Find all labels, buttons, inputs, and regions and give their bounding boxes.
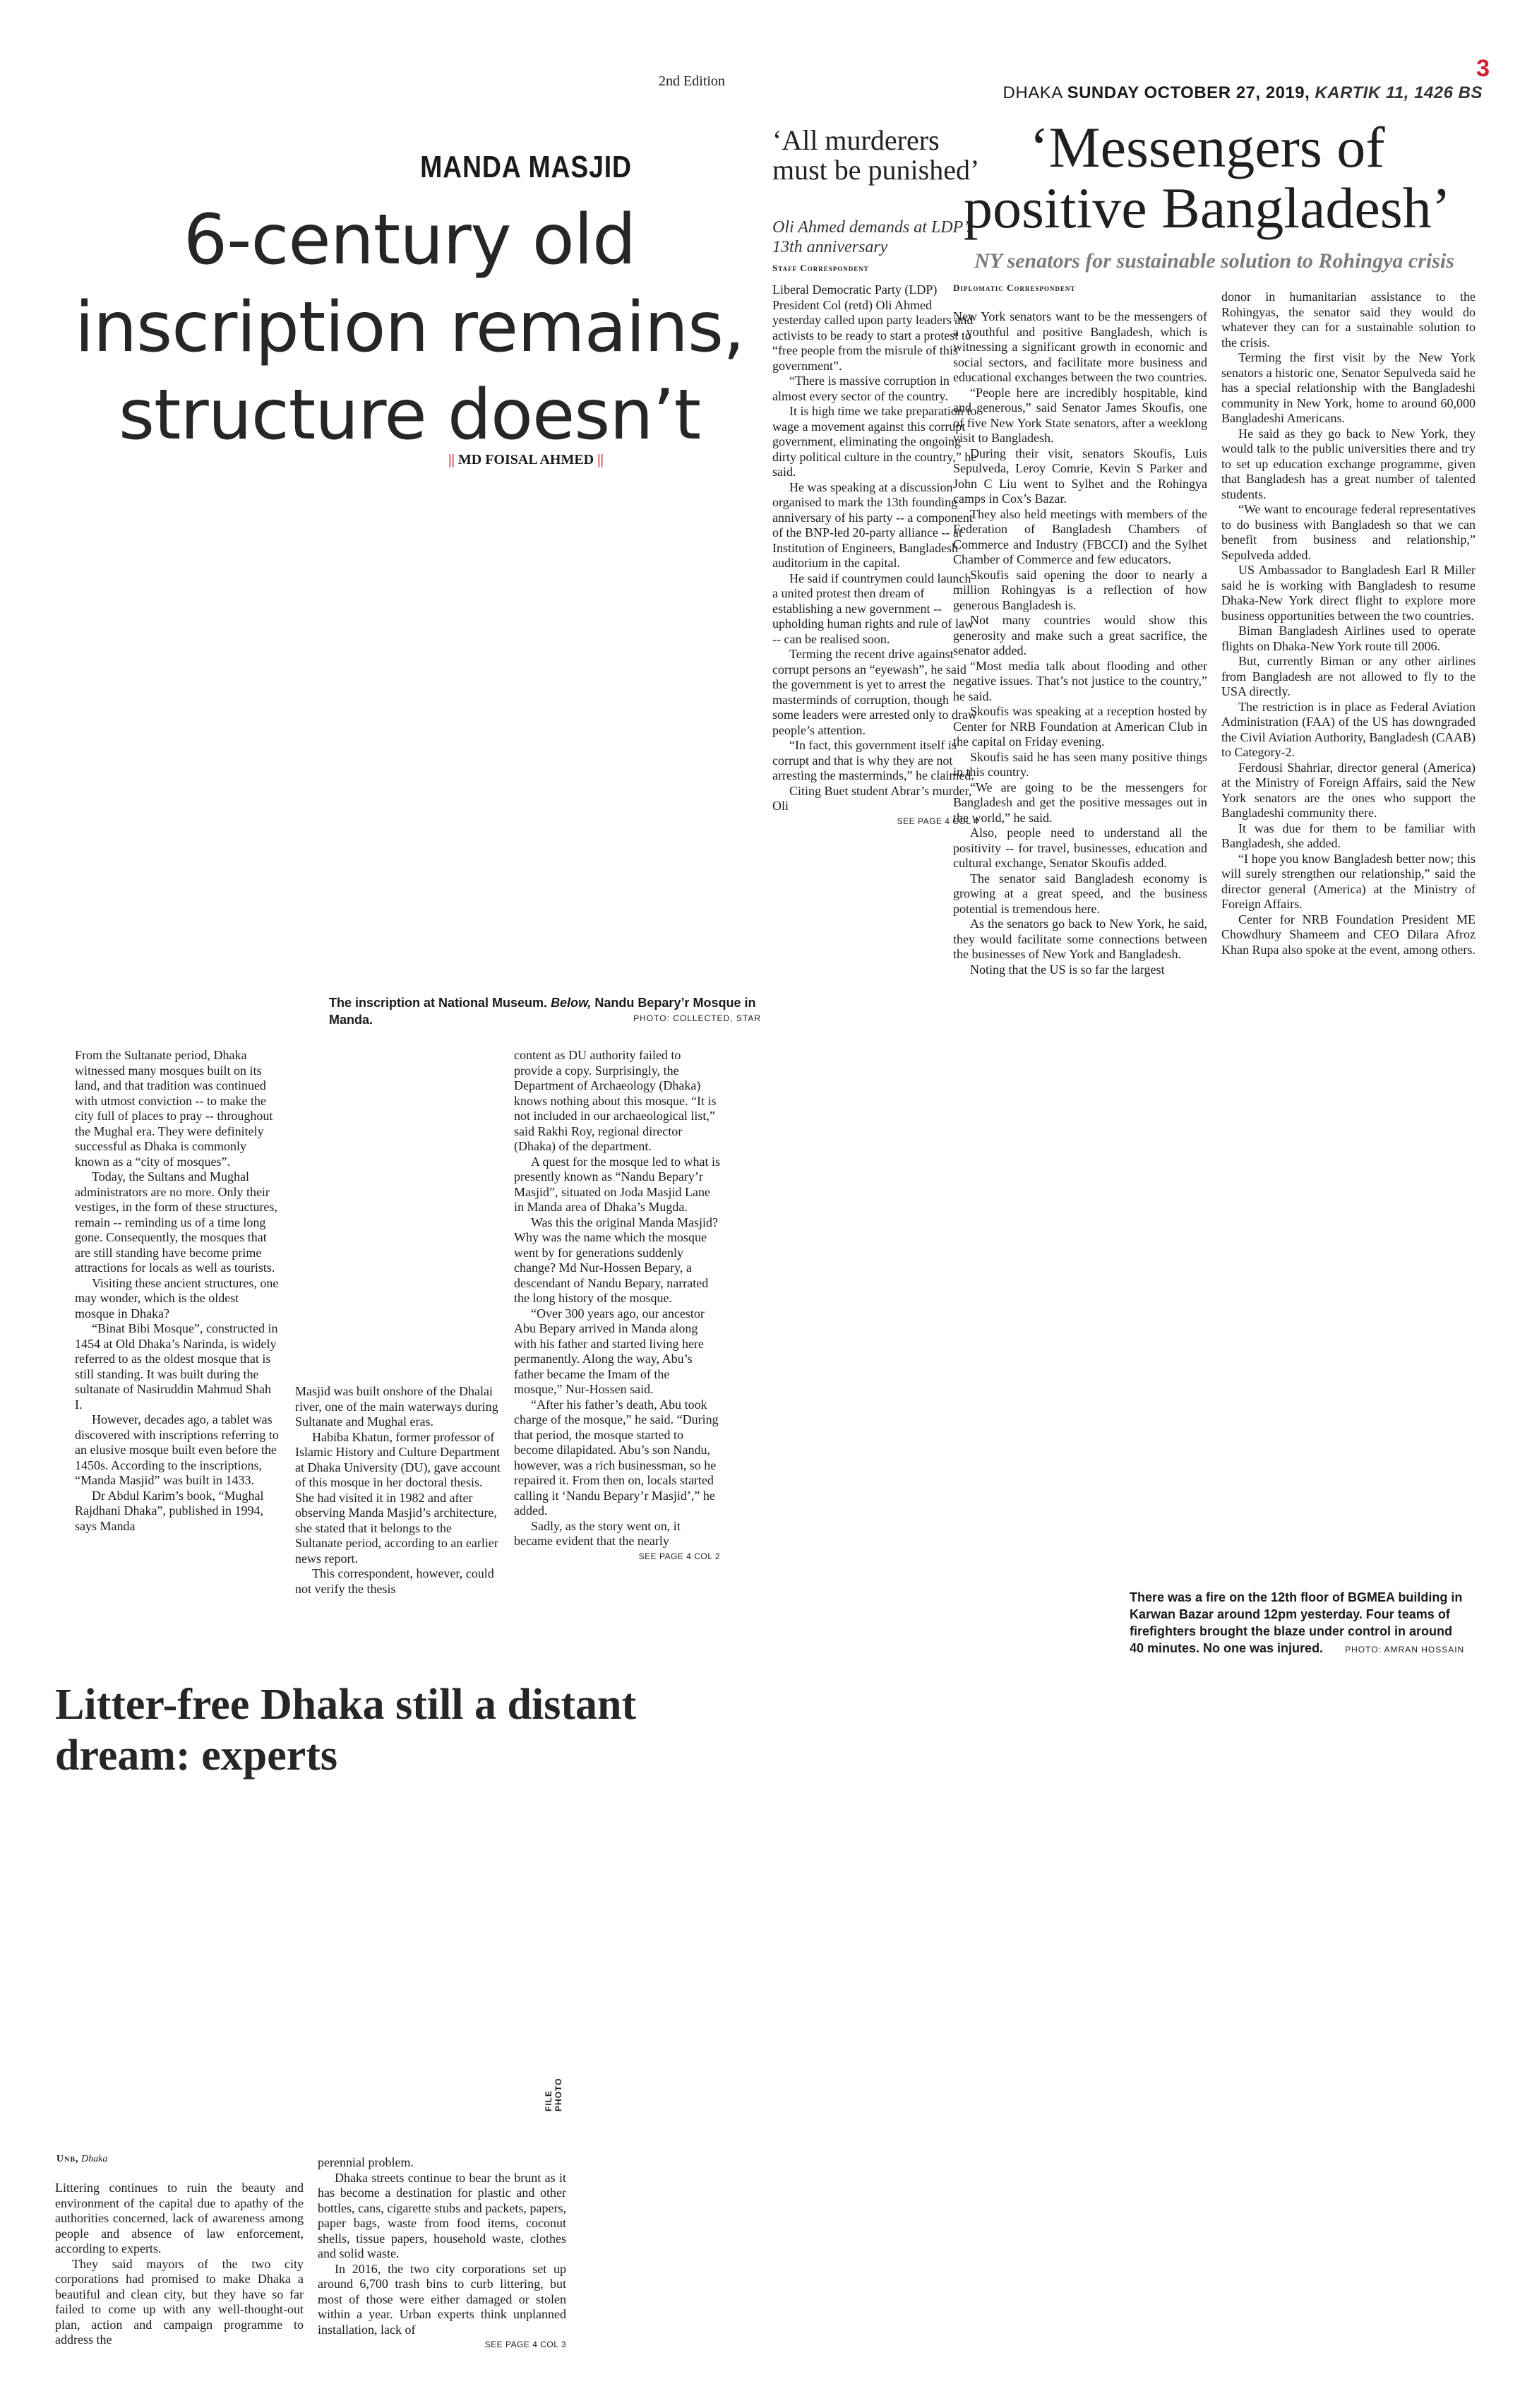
caption-rest: Nandu Bepary’r Mosque in Manda. bbox=[329, 996, 756, 1027]
story3-credit: Diplomatic Correspondent bbox=[953, 282, 1076, 293]
paragraph: perennial problem. bbox=[318, 2155, 414, 2169]
paragraph: Terming the first visit by the New York senators a historic one, Senator Sepulveda said he has a special relationship with the Bangladeshi community in New York, home to around 60,000 Bangladeshi Americans. bbox=[1221, 350, 1476, 425]
paragraph: A quest for the mosque led to what is presently known as “Nandu Bepary’r Masjid”, situated on Joda Masjid Lane in Manda area of Dhaka’s Mugda. bbox=[514, 1154, 720, 1214]
paragraph: “I hope you know Bangladesh better now; this will surely strengthen our relationship,” said the director general (America) at the Ministry of Foreign Affairs. bbox=[1221, 851, 1476, 911]
paragraph: “Over 300 years ago, our ancestor Abu Bepary arrived in Manda along with his father and started living here permanently. Along the way, Abu’s father became the Imam of the mosque,” Nur-Hossen said. bbox=[514, 1306, 705, 1396]
folio-bangla-date: KARTIK 11, 1426 BS bbox=[1315, 83, 1483, 102]
story1-jump-line: SEE PAGE 4 COL 2 bbox=[638, 1551, 720, 1561]
story1-column-2 bbox=[295, 1384, 501, 1597]
paragraph: It was due for them to be familiar with Bangladesh, she added. bbox=[1221, 821, 1476, 850]
paragraph: He said as they go back to New York, they would talk to the public universities there and try to set up education exchange programme, given that Bangladesh has a great number of talented students. bbox=[1221, 426, 1476, 501]
paragraph: Citing Buet student Abrar’s murder, Oli bbox=[772, 783, 972, 813]
paragraph: Noting that the US is so far the largest bbox=[970, 962, 1165, 977]
story2-deck: Oli Ahmed demands at LDP’s 13th anniversary bbox=[772, 218, 974, 256]
paragraph: He was speaking at a discussion organised to mark the 13th founding anniversary of his party -- a component of the BNP-led 20-party alliance -- at Institution of Engineers, Bangladesh auditorium in the capital. bbox=[772, 479, 973, 570]
paragraph: Skoufis was speaking at a reception hosted by Center for NRB Foundation at American Club in the capital on Friday evening. bbox=[953, 704, 1207, 749]
fire-caption-credit: PHOTO: AMRAN HOSSAIN bbox=[1345, 1645, 1465, 1655]
byline-bars-right: || bbox=[597, 452, 604, 467]
story3-deck: NY senators for sustainable solution to Rohingya crisis bbox=[974, 249, 1454, 273]
paragraph: “In fact, this government itself is corrupt and that is why they are not arresting the masterminds,” he claimed. bbox=[772, 738, 974, 782]
dateline-city: Dhaka bbox=[81, 2154, 108, 2164]
paragraph: The senator said Bangladesh economy is growing at a great speed, and the business potential is tremendous here. bbox=[953, 871, 1207, 916]
caption-below: Below, bbox=[551, 996, 592, 1010]
paragraph: From the Sultanate period, Dhaka witnessed many mosques built on its land, and that tradition was continued with utmost conviction -- to make the city full of places to pray -- throughout the Mughal era. They were definitely successful as Dhaka is commonly known as a “city of mosques”. bbox=[75, 1048, 273, 1169]
story2-column bbox=[772, 282, 979, 829]
story3-headline: ‘Messengers of positive Bangladesh’ bbox=[963, 115, 1452, 240]
paragraph: Masjid was built onshore of the Dhalai river, one of the main waterways during Sultanate and Mughal eras. bbox=[295, 1384, 498, 1429]
paragraph: “There is massive corruption in almost every sector of the country. bbox=[772, 374, 950, 403]
story4-dateline bbox=[56, 2154, 107, 2165]
paragraph: Also, people need to understand all the positivity -- for travel, businesses, education and cultural exchange, Senator Skoufis added. bbox=[953, 825, 1207, 870]
story1-headline: 6-century old inscription remains, structure doesn’t bbox=[74, 200, 745, 455]
paragraph: During their visit, senators Skoufis, Luis Sepulveda, Leroy Comrie, Kevin S Parker and John C Liu went to Sylhet and the Rohingya camps in Cox’s Bazar. bbox=[953, 446, 1207, 506]
paragraph: Visiting these ancient structures, one may wonder, which is the oldest mosque in Dhaka? bbox=[75, 1275, 279, 1321]
story2-credit: Staff Correspondent bbox=[772, 263, 869, 273]
paragraph: It is high time we take preparation to wage a movement against this corrupt government, eliminating the ongoing dirty political culture in the country,” he said. bbox=[772, 404, 977, 479]
paragraph: “Binat Bibi Mosque”, constructed in 1454 at Old Dhaka’s Narinda, is widely referred to as the oldest mosque that is still standing. It was built during the sultanate of Nasiruddin Mahmud Shah I. bbox=[75, 1321, 278, 1412]
paragraph: Not many countries would show this generosity and make such a great sacrifice, the senator added. bbox=[953, 613, 1207, 657]
paragraph: US Ambassador to Bangladesh Earl R Miller said he is working with Bangladesh to resume Dhaka-New York direct flight to explore more business opportunities between the two countries. bbox=[1221, 563, 1476, 623]
story4-headline: Litter-free Dhaka still a distant dream: experts bbox=[55, 1681, 637, 1780]
page-number: 3 bbox=[1476, 55, 1490, 82]
fire-caption-text: There was a fire on the 12th floor of BGMEA building in Karwan Bazar around 12pm yesterday. Four teams of firefighters brought the blaze under control in around 40 minutes. No one was injured. bbox=[1130, 1590, 1463, 1655]
edition-label: 2nd Edition bbox=[659, 73, 725, 89]
paragraph: “Most media talk about flooding and other negative issues. That’s not justice to the country,” he said. bbox=[953, 658, 1207, 703]
paragraph: “We want to encourage federal representatives to do business with Bangladesh so that we can benefit from business and relationship,” Sepulveda added. bbox=[1221, 502, 1476, 562]
story1-byline bbox=[233, 452, 819, 468]
paragraph: The restriction is in place as Federal Aviation Administration (FAA) of the US has downgraded the Civil Aviation Authority, Bangladesh (CAAB) to Category-2. bbox=[1221, 699, 1476, 759]
paragraph: Liberal Democratic Party (LDP) President Col (retd) Oli Ahmed yesterday called upon party leaders and activists to be ready to start a protest to “free people from the misrule of this government”. bbox=[772, 282, 974, 373]
paragraph: This correspondent, however, could not verify the thesis bbox=[295, 1566, 494, 1596]
paragraph: Was this the original Manda Masjid? Why was the name which the mosque went by for generations suddenly change? Md Nur-Hossen Bepary, a descendant of Nandu Bepary, narrated the long history of the mosque. bbox=[514, 1215, 718, 1305]
paragraph: In 2016, the two city corporations set up around 6,700 trash bins to curb littering, but most of those were either damaged or stolen within a year. Urban experts think unplanned installation, lack of bbox=[318, 2261, 566, 2337]
story1-column-1 bbox=[75, 1048, 281, 1534]
story1-kicker: MANDA MASJID bbox=[420, 150, 632, 184]
paragraph: Center for NRB Foundation President ME Chowdhury Shameem and CEO Dilara Afroz Khan Rupa also spoke at the event, among others. bbox=[1221, 912, 1476, 957]
byline-name: MD FOISAL AHMED bbox=[457, 452, 594, 467]
paragraph: content as DU authority failed to provide a copy. Surprisingly, the Department of Archaeology (Dhaka) knows nothing about this mosque. “It is not included in our archaeological list,” said Rakhi Roy, regional director (Dhaka) of the department. bbox=[514, 1048, 717, 1153]
paragraph: They said mayors of the two city corporations had promised to make Dhaka a beautiful and clean city, but they have so far failed to come up with any well-thought-out plan, action and campaign programme to address the bbox=[55, 2256, 304, 2347]
story3-column-1 bbox=[953, 309, 1207, 977]
paragraph: Habiba Khatun, former professor of Islamic History and Culture Department at Dhaka University (DU), gave account of this mosque in her doctoral thesis. She had visited it in 1982 and after observing Manda Masjid’s architecture, she stated that it belongs to the Sultanate period, according to an earlier news report. bbox=[295, 1429, 501, 1566]
folio-date: SUNDAY OCTOBER 27, 2019, bbox=[1067, 83, 1310, 102]
paragraph: But, currently Biman or any other airlines from Bangladesh are not allowed to fly to the USA directly. bbox=[1221, 654, 1476, 698]
paragraph: donor in humanitarian assistance to the Rohingyas, the senator said they would do whatever they can for a sustainable solution to the crisis. bbox=[1221, 290, 1476, 350]
paragraph: Today, the Sultans and Mughal administrators are no more. Only their vestiges, in the form of these structures, remain -- reminding us of a time long gone. Consequently, the mosques that are still standing have become prime attractions for locals as well as tourists. bbox=[75, 1169, 277, 1275]
story1-photo-caption bbox=[329, 994, 761, 1028]
caption-credit: PHOTO: COLLECTED, STAR bbox=[633, 1013, 761, 1023]
paragraph: Dr Abdul Karim’s book, “Mughal Rajdhani Dhaka”, published in 1994, says Manda bbox=[75, 1488, 264, 1533]
story2-jump-line: SEE PAGE 4 COL 4 bbox=[897, 816, 979, 826]
story4-column-2 bbox=[318, 2155, 566, 2353]
paragraph: “After his father’s death, Abu took charge of the mosque,” he said. “During that period, the mosque started to become dilapidated. Abu’s son Nandu, however, was a rich businessman, so he repaired it. From then on, locals started calling it ‘Nandu Bepary’r Masjid’,” he added. bbox=[514, 1397, 719, 1518]
paragraph: “We are going to be the messengers for Bangladesh and get the positive messages out in the world,” he said. bbox=[953, 780, 1207, 825]
story4-column-1 bbox=[55, 2181, 304, 2348]
story2-headline: ‘All murderers must be punished’ bbox=[772, 124, 980, 186]
paragraph: However, decades ago, a tablet was discovered with inscriptions referring to an elusive mosque built even before the 1450s. According to the inscriptions, “Manda Masjid” was built in 1433. bbox=[75, 1412, 279, 1487]
story3-column-2 bbox=[1221, 290, 1476, 958]
paragraph: Terming the recent drive against corrupt persons an “eyewash”, he said the government is yet to arrest the masterminds of corruption, though some leaders were arrested only to draw people’s attention. bbox=[772, 647, 977, 737]
paragraph: Biman Bangladesh Airlines used to operate flights on Dhaka-New York route till 2006. bbox=[1221, 624, 1476, 653]
paragraph: Ferdousi Shahriar, director general (America) at the Ministry of Foreign Affairs, said the New York senators are the ones who support the Bangladeshi community there. bbox=[1221, 760, 1476, 820]
paragraph: Dhaka streets continue to bear the brunt as it has become a destination for plastic and other bottles, cans, cigarette stubs and packets, papers, paper bags, waste from food items, coconut shells, tissue papers, household waste, clothes and solid waste. bbox=[318, 2170, 566, 2260]
folio-city: DHAKA bbox=[1003, 83, 1063, 102]
byline-bars-left: || bbox=[448, 452, 455, 467]
paragraph: As the senators go back to New York, he said, they would facilitate some connections between the businesses of New York and Bangladesh. bbox=[953, 917, 1207, 961]
folio-line bbox=[847, 83, 1483, 103]
paragraph: “People here are incredibly hospitable, kind and generous,” said Senator James Skoufis, one of five New York State senators, after a weeklong visit to Bangladesh. bbox=[953, 385, 1207, 445]
paragraph: Sadly, as the story went on, it became evident that the nearly bbox=[514, 1518, 681, 1548]
fire-photo-caption bbox=[1130, 1589, 1465, 1658]
caption-text: The inscription at National Museum. bbox=[329, 996, 548, 1010]
paragraph: Skoufis said opening the door to nearly a million Rohingyas is a reflection of how generous Bangladesh is. bbox=[953, 567, 1207, 612]
paragraph: New York senators want to be the messengers of a youthful and positive Bangladesh, which is witnessing a significant growth in economic and social sectors, and facilitate more business and educational exchanges between the two countries. bbox=[953, 309, 1207, 384]
paragraph: Skoufis said he has seen many positive things in this country. bbox=[953, 749, 1207, 779]
story4-photo-credit: FILE PHOTO bbox=[544, 2078, 563, 2111]
dateline-source: Unb, bbox=[56, 2154, 79, 2164]
paragraph: Littering continues to ruin the beauty and environment of the capital due to apathy of the authorities concerned, lack of awareness among people and absence of law enforcement, according to experts. bbox=[55, 2181, 304, 2255]
story1-column-3 bbox=[514, 1048, 720, 1564]
story4-jump-line: SEE PAGE 4 COL 3 bbox=[484, 2340, 566, 2349]
paragraph: They also held meetings with members of the Federation of Bangladesh Chambers of Commerce and Industry (FBCCI) and the Sylhet Chamber of Commerce and few educators. bbox=[953, 506, 1207, 566]
paragraph: He said if countrymen could launch a united protest then dream of establishing a new government -- upholding human rights and rule of law -- can be realised soon. bbox=[772, 571, 974, 646]
